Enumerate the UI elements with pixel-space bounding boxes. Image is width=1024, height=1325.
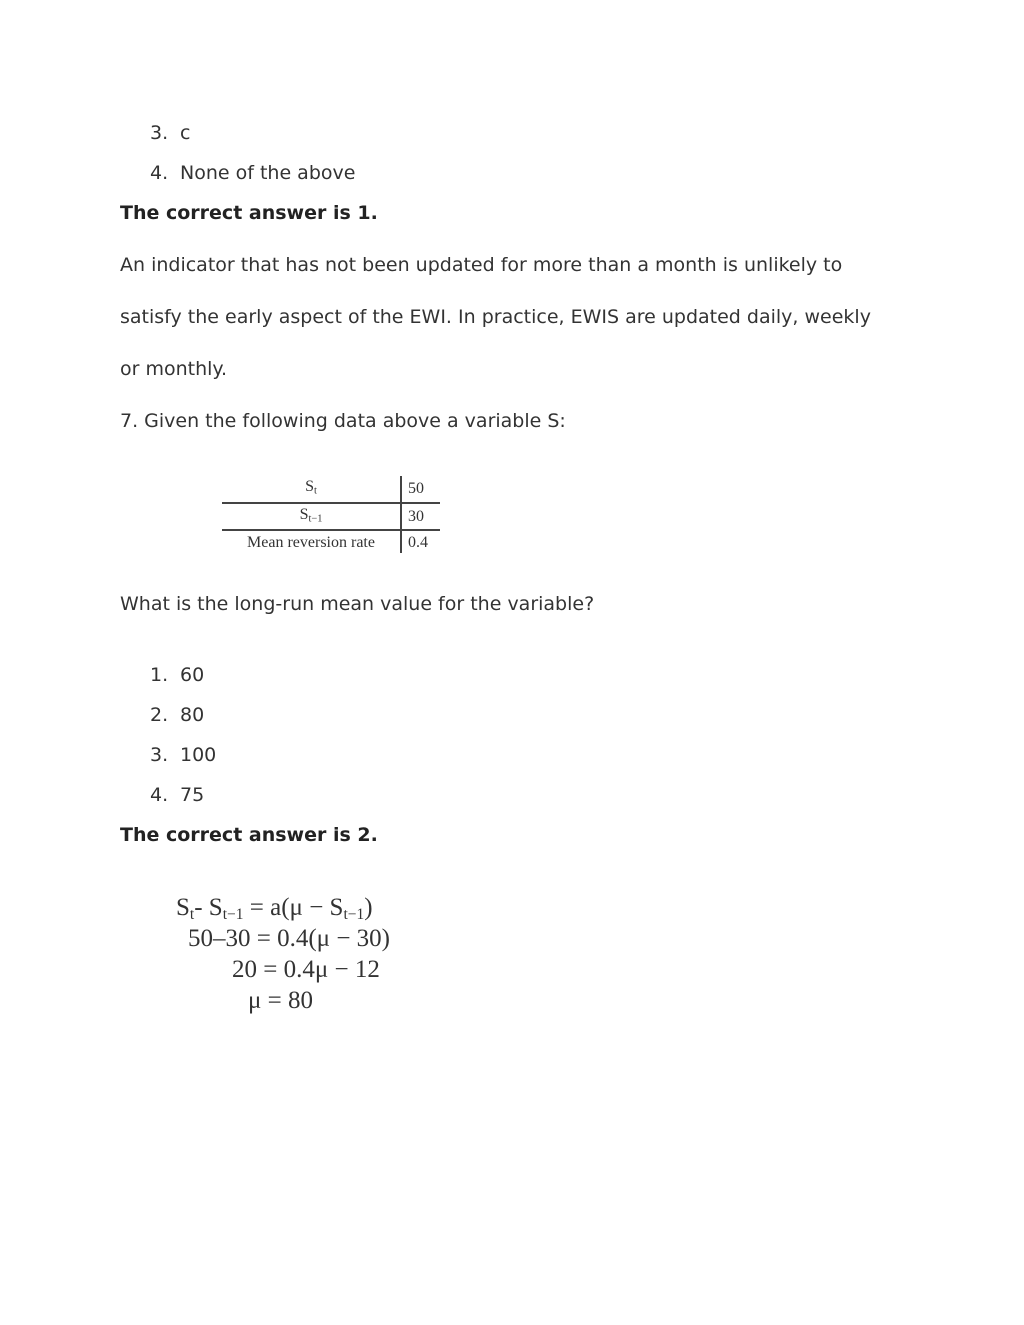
table-label: $S_t$	[222, 476, 401, 503]
table-value: 30	[401, 503, 440, 531]
option-text: 100	[180, 744, 217, 766]
table-row	[222, 530, 440, 553]
option-number: 1.	[150, 664, 169, 686]
option-item	[150, 663, 204, 687]
table-value: 0.4	[408, 533, 428, 551]
correct-answer-heading: The correct answer is 1.	[120, 202, 378, 224]
table-row	[222, 503, 440, 531]
list-number: 3.	[150, 122, 169, 144]
explanation-line: satisfy the early aspect of the EWI. In practice, EWIS are updated daily, weekly	[120, 306, 871, 328]
table-row	[222, 476, 440, 503]
equation-line: μ = 80	[248, 987, 314, 1014]
equation-line: 20 = 0.4μ − 12	[232, 956, 380, 983]
table-value: 50	[401, 476, 440, 503]
question-heading: 7. Given the following data above a variable S:	[120, 410, 566, 432]
equation-line: 50–30 = 0.4(μ − 30)	[188, 925, 391, 952]
option-number: 3.	[150, 744, 169, 766]
option-text: 80	[180, 704, 205, 726]
explanation-line: or monthly.	[120, 358, 227, 380]
table-label: $S_{t-1}$	[222, 503, 401, 531]
option-item	[150, 743, 216, 767]
explanation-line: An indicator that has not been updated for more than a month is unlikely to	[120, 254, 843, 276]
list-text: c	[180, 122, 191, 144]
list-item	[150, 121, 190, 145]
data-table	[222, 476, 440, 553]
option-item	[150, 703, 204, 727]
option-text: 75	[180, 784, 205, 806]
list-item	[150, 161, 355, 185]
option-item	[150, 783, 204, 807]
equation-line: $S_t-$ $S_{t-1} = a(\mu - S_{t-1})$	[176, 894, 373, 923]
list-text: None of the above	[180, 162, 356, 184]
option-text: 60	[180, 664, 205, 686]
option-number: 2.	[150, 704, 169, 726]
correct-answer-heading: The correct answer is 2.	[120, 824, 378, 846]
list-number: 4.	[150, 162, 169, 184]
table-label: Mean reversion rate	[222, 530, 401, 553]
option-number: 4.	[150, 784, 169, 806]
question-text: What is the long-run mean value for the variable?	[120, 593, 595, 615]
